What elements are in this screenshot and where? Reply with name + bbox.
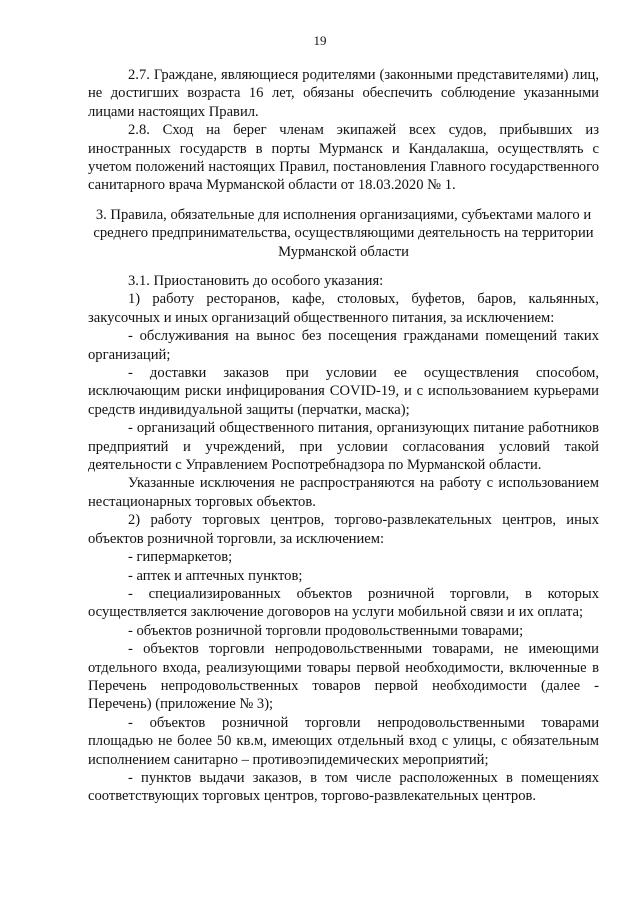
paragraph-3-1: 3.1. Приостановить до особого указания:: [128, 273, 384, 289]
paragraph-2-7: 2.7. Граждане, являющиеся родителями (законными представителями) лиц, не достигших возраста 16 лет, обязаны обеспечить соблюдение указанными лицами настоящих Правил.: [88, 67, 599, 120]
section-3-title: [88, 206, 599, 261]
list-item: - объектов розничной торговли продовольственными товарами;: [128, 622, 524, 639]
section-title-text: 3. Правила, обязательные для исполнения организациями, субъектами малого и среднего предпринимательства, осуществляющими деятельность на территории Мурманской области: [93, 207, 594, 260]
list-item: - объектов торговли непродовольственными товарами, не имеющими отдельного входа, реализующими товары первой необходимости, включенные в Перечень непродовольственных товаров первой необходимости (далее - Перечень) (приложение № 3);: [88, 641, 599, 713]
list-item: - объектов розничной торговли непродовольственными товарами площадью не более 50 кв.м, имеющих отдельный вход с улицы, с обязательным исполнением санитарно – противоэпидемических мероприятий;: [88, 714, 599, 768]
list-item: - специализированных объектов розничной торговли, в которых осуществляется заключение договоров на услуги мобильной связи и их оплата;: [88, 585, 599, 621]
list-item: - обслуживания на вынос без посещения гражданами помещений таких организаций;: [88, 328, 599, 363]
paragraph-2-8: 2.8. Сход на берег членам экипажей всех судов, прибывших из иностранных государств в порты Мурманск и Кандалакша, осуществлять с учетом положений настоящих Правил, постановления Главного государственного санитарного врача Мурманской области от 18.03.2020 № 1.: [88, 122, 599, 194]
list-item: Указанные исключения не распространяются на работу с использованием нестационарных торговых объектов.: [88, 475, 599, 510]
section-2-end: [88, 66, 599, 195]
list-item: - гипермаркетов;: [128, 549, 233, 566]
section-3-body: [88, 272, 599, 806]
page-number: 19: [313, 33, 327, 48]
list-item: 2) работу торговых центров, торгово-развлекательных центров, иных объектов розничной торговли, за исключением:: [88, 512, 599, 547]
list-item: - доставки заказов при условии ее осуществления способом, исключающим риски инфицирования COVID-19, и с использованием курьерами средств индивидуальной защиты (перчатки, маска);: [88, 365, 599, 418]
list-item: - аптек и аптечных пунктов;: [128, 567, 303, 584]
list-item: 1) работу ресторанов, кафе, столовых, буфетов, баров, кальянных, закусочных и иных организаций общественного питания, за исключением:: [88, 291, 599, 326]
list-item: - организаций общественного питания, организующих питание работников предприятий и учреждений, при условии согласования условий такой деятельности с Управлением Роспотребнадзора по Мурманской области.: [88, 420, 599, 474]
list-item: - пунктов выдачи заказов, в том числе расположенных в помещениях соответствующих торговых центров, торгово-развлекательных центров.: [88, 769, 599, 805]
